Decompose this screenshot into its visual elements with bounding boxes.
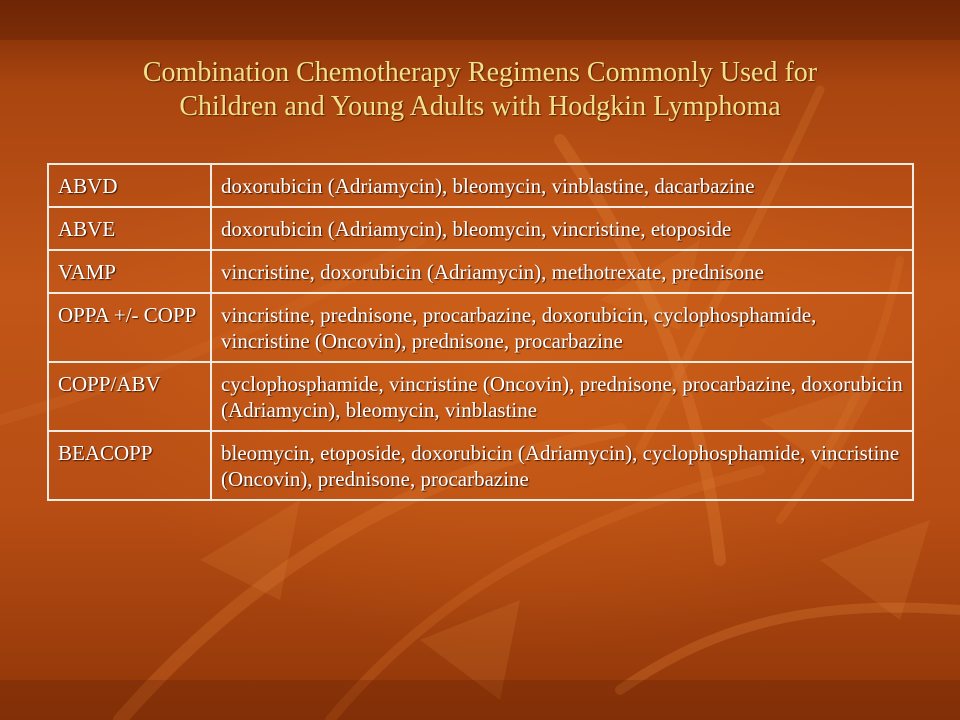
regimen-abbreviation: BEACOPP (48, 431, 211, 500)
regimens-table (47, 163, 914, 501)
table-row (48, 250, 913, 293)
slide-title-line-2: Children and Young Adults with Hodgkin Lymphoma (179, 91, 781, 122)
regimen-abbreviation: ABVD (48, 164, 211, 207)
regimen-abbreviation: ABVE (48, 207, 211, 250)
table-row (48, 293, 913, 362)
table-row (48, 207, 913, 250)
regimen-drugs: cyclophosphamide, vincristine (Oncovin), prednisone, procarbazine, doxorubicin (Adriamycin), bleomycin, vinblastine (211, 362, 913, 431)
slide-title-line-1: Combination Chemotherapy Regimens Commonly Used for (142, 57, 818, 88)
slide-title (60, 56, 900, 124)
regimen-drugs: doxorubicin (Adriamycin), bleomycin, vinblastine, dacarbazine (211, 164, 913, 207)
regimen-abbreviation: VAMP (48, 250, 211, 293)
regimen-drugs: vincristine, doxorubicin (Adriamycin), methotrexate, prednisone (211, 250, 913, 293)
regimen-drugs: bleomycin, etoposide, doxorubicin (Adriamycin), cyclophosphamide, vincristine (Oncovin), prednisone, procarbazine (211, 431, 913, 500)
regimen-abbreviation: COPP/ABV (48, 362, 211, 431)
regimen-drugs: vincristine, prednisone, procarbazine, doxorubicin, cyclophosphamide, vincristine (Oncovin), prednisone, procarbazine (211, 293, 913, 362)
table-row (48, 164, 913, 207)
regimen-drugs: doxorubicin (Adriamycin), bleomycin, vincristine, etoposide (211, 207, 913, 250)
table-row (48, 362, 913, 431)
table-row (48, 431, 913, 500)
regimen-abbreviation: OPPA +/- COPP (48, 293, 211, 362)
